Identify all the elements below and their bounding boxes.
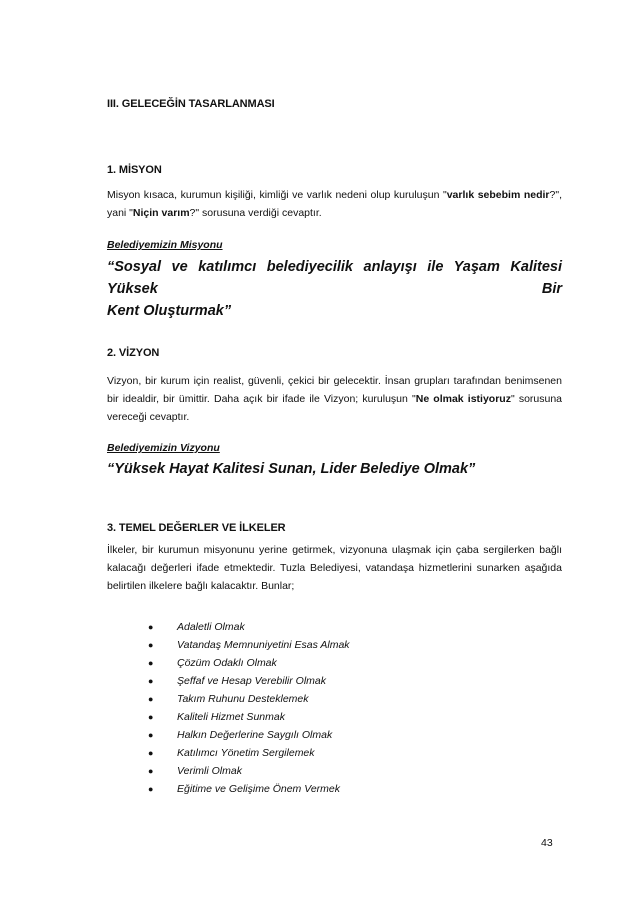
list-item: ● Takım Ruhunu Desteklemek — [148, 690, 350, 708]
page-number: 43 — [541, 837, 553, 849]
bullet-icon: ● — [148, 694, 154, 704]
bullet-icon: ● — [148, 766, 154, 776]
vision-statement: “Yüksek Hayat Kalitesi Sunan, Lider Belediye Olmak” — [107, 461, 476, 477]
bullet-icon: ● — [148, 748, 154, 758]
list-item: ● Katılımcı Yönetim Sergilemek — [148, 744, 350, 762]
bullet-icon: ● — [148, 622, 154, 632]
values-heading: 3. TEMEL DEĞERLER VE İLKELER — [107, 522, 286, 534]
bullet-icon: ● — [148, 712, 154, 722]
mission-paragraph: Misyon kısaca, kurumun kişiliği, kimliği ve varlık nedeni olup kuruluşun "varlık sebebim nedir?", yani "Niçin varım?" sorusuna verdiği cevaptır. — [107, 189, 563, 219]
bullet-icon: ● — [148, 658, 154, 668]
list-item: ● Adaletli Olmak — [148, 618, 350, 636]
mission-statement: “Sosyal ve katılımcı belediyecilik anlayışı ile Yaşam Kalitesi Yüksek Bir Kent Oluşturmak” — [107, 259, 562, 319]
list-item: ● Verimli Olmak — [148, 762, 350, 780]
list-item: ● Halkın Değerlerine Saygılı Olmak — [148, 726, 350, 744]
bullet-icon: ● — [148, 730, 154, 740]
mission-subheading: Belediyemizin Misyonu — [107, 239, 223, 251]
bullet-icon: ● — [148, 784, 154, 794]
bullet-icon: ● — [148, 640, 154, 650]
list-item: ● Eğitime ve Gelişime Önem Vermek — [148, 780, 350, 798]
vision-paragraph: Vizyon, bir kurum için realist, güvenli, çekici bir gelecektir. İnsan grupları tarafından benimsenen bir idealdir, bir ümittir. Daha açık bir ifade ile Vizyon; kuruluşun "Ne olmak istiyoruz" sorusuna vereceği cevaptır. — [107, 375, 563, 423]
list-item: ● Kaliteli Hizmet Sunmak — [148, 708, 350, 726]
list-item: ● Çözüm Odaklı Olmak — [148, 654, 350, 672]
values-list — [148, 618, 350, 798]
list-item: ● Vatandaş Memnuniyetini Esas Almak — [148, 636, 350, 654]
list-item: ● Şeffaf ve Hesap Verebilir Olmak — [148, 672, 350, 690]
vision-heading: 2. VİZYON — [107, 347, 160, 359]
values-paragraph: İlkeler, bir kurumun misyonunu yerine getirmek, vizyonuna ulaşmak için çaba sergilerken bağlı kalacağı değerleri ifade etmektedir. Tuzla Belediyesi, vatandaşa hizmetlerini sunarken aşağıda belirtilen ilkelere bağlı kalacaktır. Bunlar; — [107, 544, 562, 592]
vision-subheading: Belediyemizin Vizyonu — [107, 442, 220, 454]
bullet-icon: ● — [148, 676, 154, 686]
page-title: III. GELECEĞİN TASARLANMASI — [107, 98, 275, 110]
mission-heading: 1. MİSYON — [107, 164, 162, 176]
